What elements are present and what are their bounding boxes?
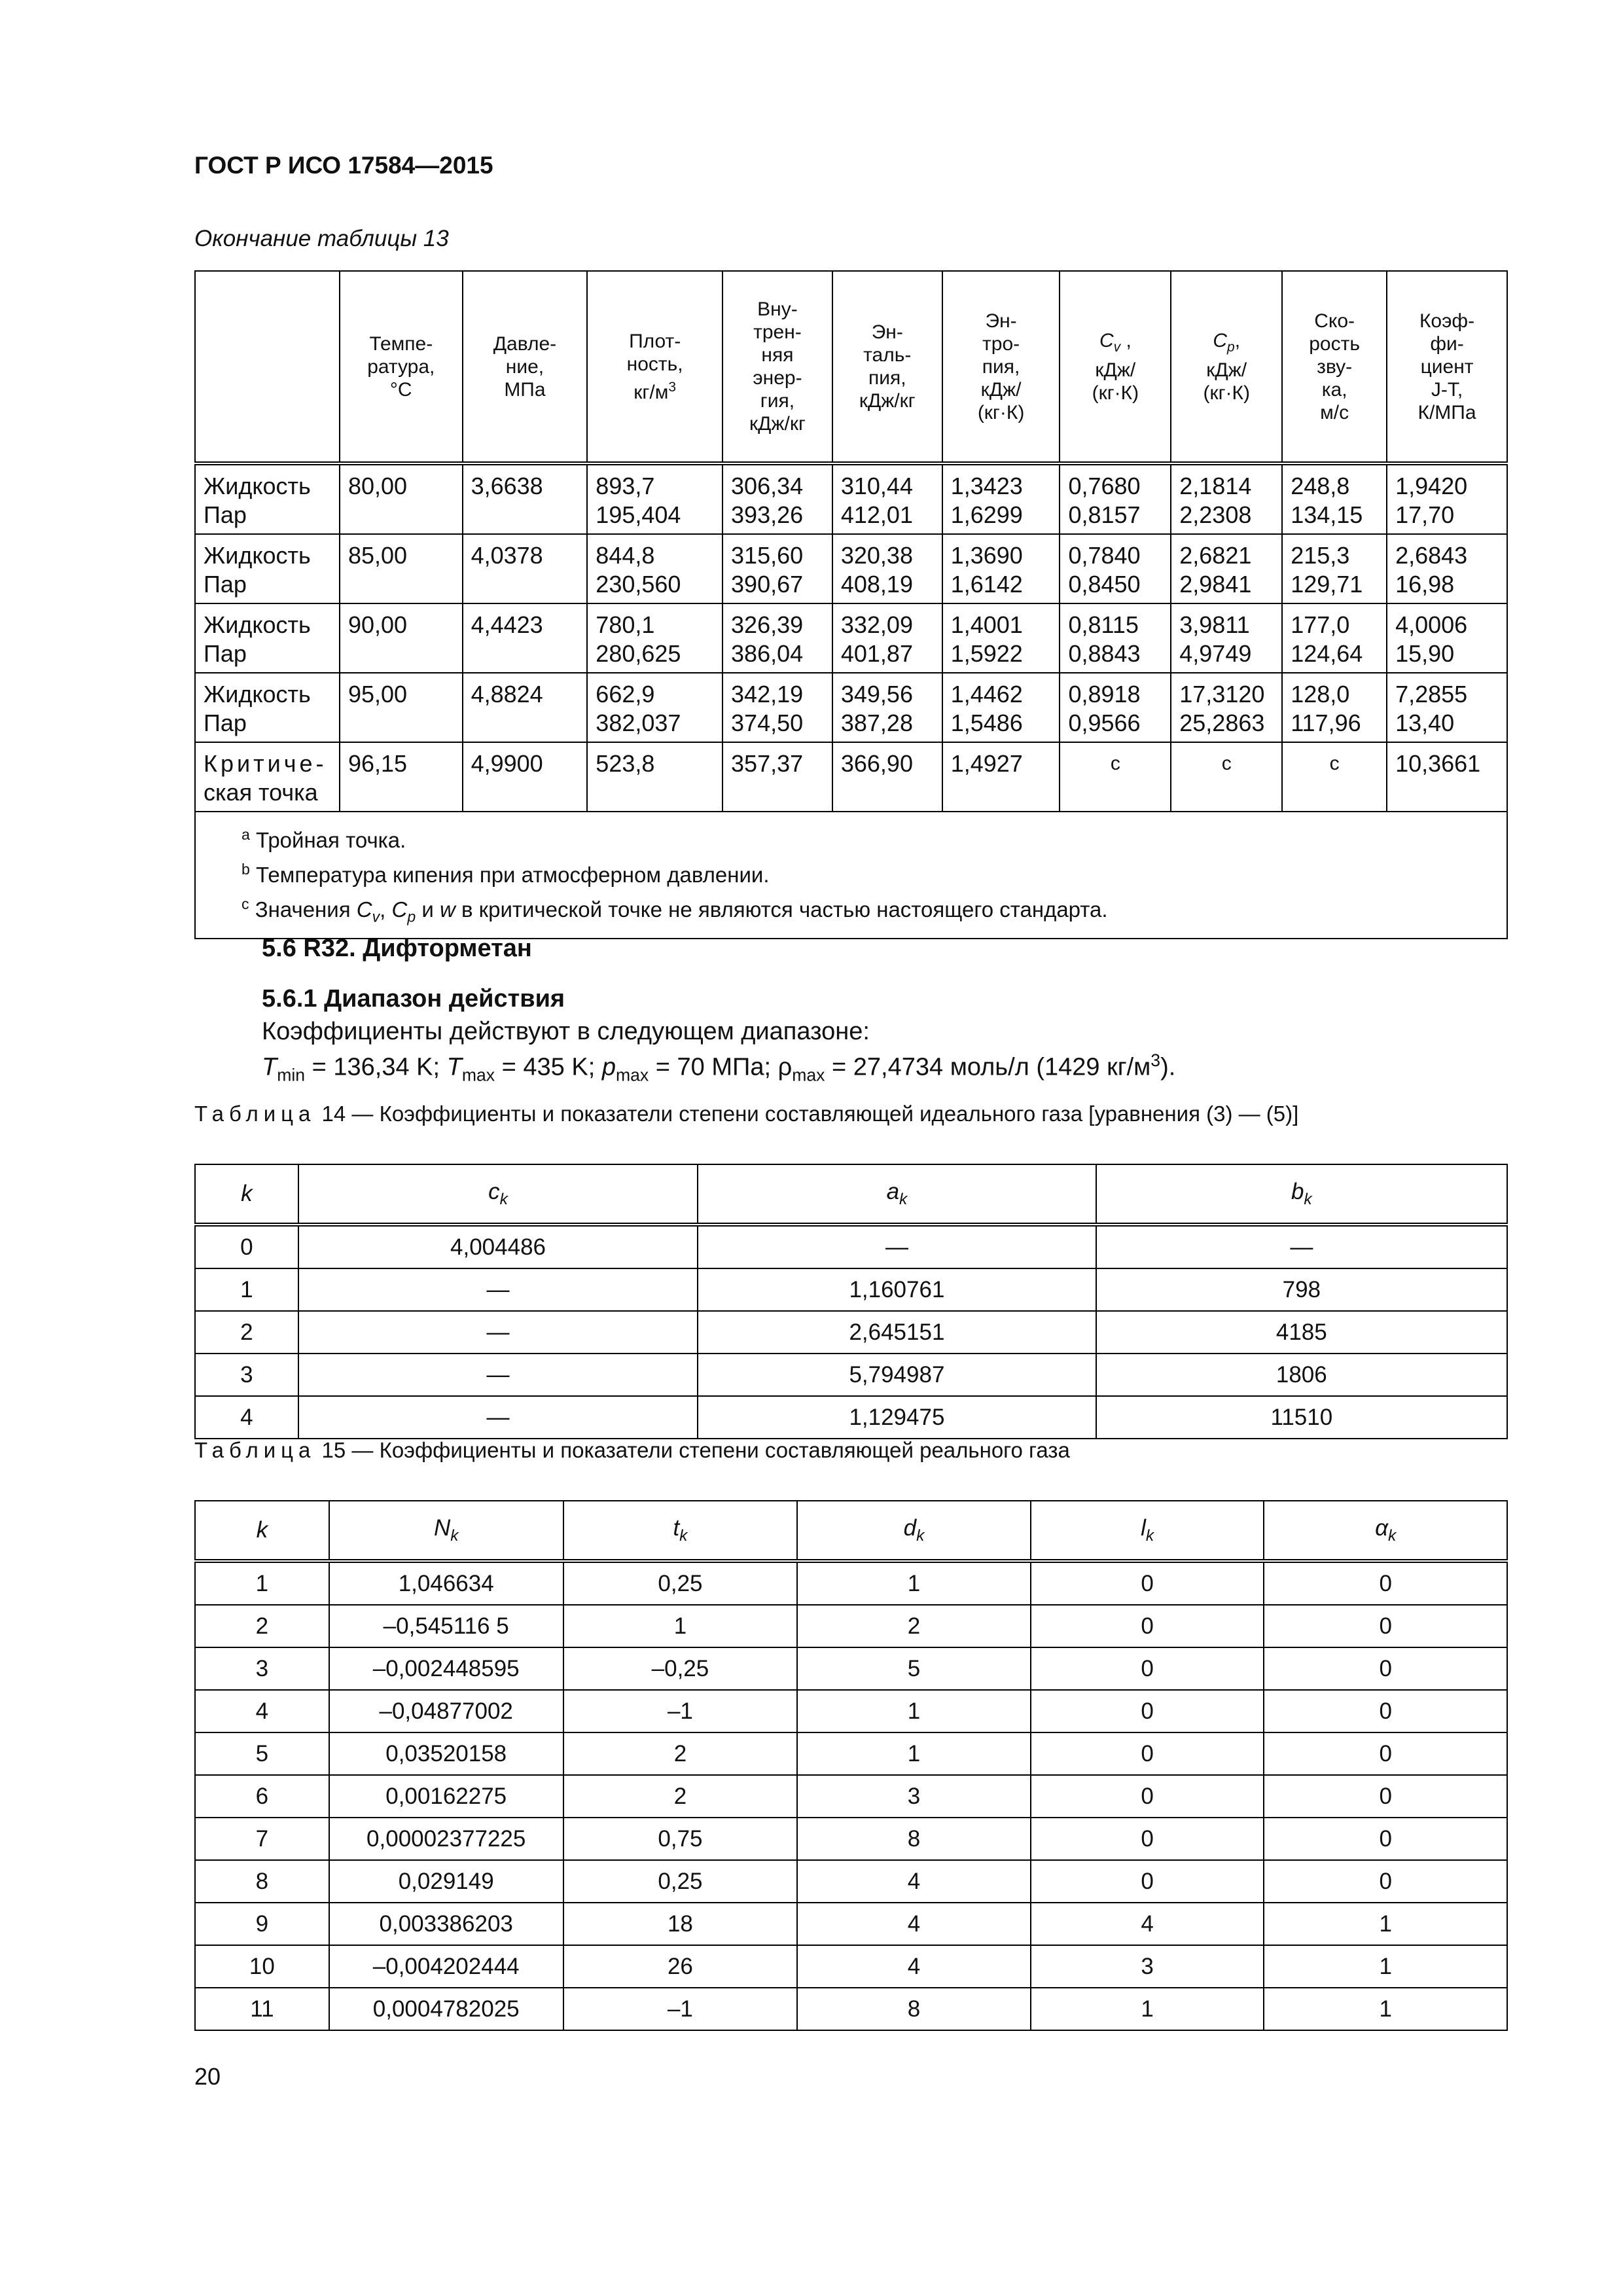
table15-row [195, 1945, 1507, 1988]
table14-header-symbol: a [886, 1179, 900, 1204]
table14-row [195, 1225, 1507, 1268]
table13-cell: c [1060, 742, 1171, 812]
table15-cell: 1 [195, 1561, 329, 1605]
table15-cell: 8 [797, 1988, 1031, 2030]
table15-cell: –0,004202444 [329, 1945, 563, 1988]
table15-cell: 0,0004782025 [329, 1988, 563, 2030]
table13-critical-row [195, 742, 1507, 812]
table15-cell: 4 [1031, 1903, 1264, 1945]
table15-cell: 0 [1264, 1561, 1507, 1605]
table14-cell: — [1096, 1225, 1507, 1268]
table15-cell: 0,00002377225 [329, 1818, 563, 1860]
table13-cell: 320,38 408,19 [832, 534, 942, 603]
table15-cell: 5 [195, 1732, 329, 1775]
table15-header-subscript: k [450, 1527, 459, 1545]
table15-row [195, 1988, 1507, 2030]
table13-header-temperature: Темпе- ратура, °С [340, 271, 463, 463]
table13-header-speed-of-sound: Ско- рость зву- ка, м/с [1282, 271, 1387, 463]
table13-cell: 95,00 [340, 673, 463, 742]
table13-notes-row [195, 812, 1507, 939]
table13-cell: 17,3120 25,2863 [1171, 673, 1282, 742]
table15-cell: 18 [563, 1903, 798, 1945]
table13-header-pressure: Давле- ние, МПа [463, 271, 588, 463]
table15-cell: –1 [563, 1690, 798, 1732]
table13-cell: 215,3 129,71 [1282, 534, 1387, 603]
table15-header-cell [797, 1501, 1031, 1561]
table15-cell: –0,04877002 [329, 1690, 563, 1732]
table14-cell: — [298, 1268, 698, 1311]
table15-cell: 0,03520158 [329, 1732, 563, 1775]
table13-cell: Жидкость Пар [195, 463, 340, 534]
table13-cell: 342,19 374,50 [722, 673, 832, 742]
table14-cell: 5,794987 [698, 1354, 1096, 1396]
table15-cell: 3 [1031, 1945, 1264, 1988]
table13-cell: 0,7680 0,8157 [1060, 463, 1171, 534]
table14-cell: 1,129475 [698, 1396, 1096, 1439]
table15-cell: 4 [797, 1945, 1031, 1988]
table13-cell: 3,6638 [463, 463, 588, 534]
table13-cell: Жидкость Пар [195, 534, 340, 603]
table14-cell: — [298, 1396, 698, 1439]
table15-cell: 4 [797, 1860, 1031, 1903]
table15-row [195, 1818, 1507, 1860]
table13-row [195, 534, 1507, 603]
table15-cell: 0,25 [563, 1860, 798, 1903]
table15-header-symbol: d [903, 1515, 917, 1541]
table14-caption: Таблица 14 — Коэффициенты и показатели степени составляющей идеального газа [уравнения (3) — (5)] [194, 1102, 1299, 1126]
table15-cell: 3 [797, 1775, 1031, 1818]
table15-cell: 5 [797, 1647, 1031, 1690]
table15-cell: 0 [1264, 1860, 1507, 1903]
table15-cell: 0 [1264, 1605, 1507, 1647]
document-header: ГОСТ Р ИСО 17584—2015 [194, 152, 493, 179]
table13-body [195, 463, 1507, 742]
table13-cell: 662,9 382,037 [587, 673, 722, 742]
table15-cell: 7 [195, 1818, 329, 1860]
table14-header-symbol: c [488, 1179, 500, 1204]
table15-header-symbol: α [1375, 1515, 1389, 1541]
table13-cell: 523,8 [587, 742, 722, 812]
table13-cell: 1,4001 1,5922 [942, 603, 1060, 673]
table15-cell: 1 [563, 1605, 798, 1647]
table15-cell: 0,029149 [329, 1860, 563, 1903]
table15-cell: 0 [1264, 1647, 1507, 1690]
table15-header-cell [329, 1501, 563, 1561]
table13-cell: 1,9420 17,70 [1387, 463, 1507, 534]
table15-cell: 3 [195, 1647, 329, 1690]
table15-header-subscript: k [679, 1527, 688, 1545]
table14-cell: 1806 [1096, 1354, 1507, 1396]
table13-cell: 3,9811 4,9749 [1171, 603, 1282, 673]
table13-header-internal-energy: Вну- трен- няя энер- гия, кДж/кг [722, 271, 832, 463]
table15-cell: 2 [563, 1732, 798, 1775]
table13-cell: 2,6821 2,9841 [1171, 534, 1282, 603]
table15-row [195, 1690, 1507, 1732]
table13-cell: 0,8918 0,9566 [1060, 673, 1171, 742]
table14-cell: 3 [195, 1354, 298, 1396]
table13-row [195, 603, 1507, 673]
table13-cell: 349,56 387,28 [832, 673, 942, 742]
table15-header-row [195, 1501, 1507, 1561]
table14-header-cell [195, 1164, 298, 1225]
table15-cell: 2 [797, 1605, 1031, 1647]
table13-caption: Окончание таблицы 13 [194, 226, 449, 251]
table13-header-cv: $C_v$ , кДж/ (кг·К) [1060, 271, 1171, 463]
table13-cell: 7,2855 13,40 [1387, 673, 1507, 742]
table15-cell: 2 [195, 1605, 329, 1647]
table15-cell: 0,75 [563, 1818, 798, 1860]
table15-cell: –1 [563, 1988, 798, 2030]
table13-cell: 0,7840 0,8450 [1060, 534, 1171, 603]
table15-cell: –0,25 [563, 1647, 798, 1690]
table13-cell: 177,0 124,64 [1282, 603, 1387, 673]
table14-header-cell [298, 1164, 698, 1225]
table14-header-cell [698, 1164, 1096, 1225]
table14-cell: 798 [1096, 1268, 1507, 1311]
table15-body [195, 1561, 1507, 2030]
table15-cell: 4 [195, 1690, 329, 1732]
table13-header-cp: $C_p$, кДж/ (кг·К) [1171, 271, 1282, 463]
range-intro: Коэффициенты действуют в следующем диапазоне: [262, 1018, 870, 1045]
table15-cell: 6 [195, 1775, 329, 1818]
table15-row [195, 1860, 1507, 1903]
table15-header-symbol: l [1141, 1515, 1146, 1541]
table13-cell: 1,4927 [942, 742, 1060, 812]
table14-cell: — [698, 1225, 1096, 1268]
table15-cell: 26 [563, 1945, 798, 1988]
table14-header-subscript: k [499, 1191, 508, 1208]
table13-cell: 332,09 401,87 [832, 603, 942, 673]
table14-row [195, 1268, 1507, 1311]
table13-cell: 2,1814 2,2308 [1171, 463, 1282, 534]
table15-row [195, 1561, 1507, 1605]
table15-cell: 10 [195, 1945, 329, 1988]
table14-cell: 4,004486 [298, 1225, 698, 1268]
table15-cell: 8 [797, 1818, 1031, 1860]
table15-cell: 2 [563, 1775, 798, 1818]
table15-header-cell [195, 1501, 329, 1561]
table13-cell: 85,00 [340, 534, 463, 603]
table15-caption: Таблица 15 — Коэффициенты и показатели степени составляющей реального газа [194, 1438, 1070, 1462]
table15-cell: –0,002448595 [329, 1647, 563, 1690]
table15-header-subscript: k [1388, 1527, 1397, 1545]
table15-cell: 0 [1031, 1647, 1264, 1690]
table14-cell: 1 [195, 1268, 298, 1311]
table15-cell: 0 [1031, 1818, 1264, 1860]
table13-cell: 326,39 386,04 [722, 603, 832, 673]
page-number: 20 [194, 2063, 221, 2090]
table14-header-symbol: b [1291, 1179, 1304, 1204]
subsection-title: 5.6.1 Диапазон действия [262, 985, 565, 1013]
table15-row [195, 1775, 1507, 1818]
table15-cell: 0 [1264, 1732, 1507, 1775]
table13-notes [195, 812, 1507, 939]
table14-header-subscript: k [1304, 1191, 1312, 1208]
table13-cell: 0,8115 0,8843 [1060, 603, 1171, 673]
table15-header-subscript: k [1145, 1527, 1154, 1545]
table13-cell: 4,0006 15,90 [1387, 603, 1507, 673]
table14-body [195, 1225, 1507, 1439]
table15-cell: 0 [1264, 1818, 1507, 1860]
table15-header-cell [1264, 1501, 1507, 1561]
table13-cell: 306,34 393,26 [722, 463, 832, 534]
table13-cell: c [1171, 742, 1282, 812]
table13-cell: 4,4423 [463, 603, 588, 673]
table15-row [195, 1647, 1507, 1690]
table13-cell: 1,4462 1,5486 [942, 673, 1060, 742]
table13-cell: 10,3661 [1387, 742, 1507, 812]
table15-cell: 0 [1031, 1690, 1264, 1732]
table15-header-symbol: N [433, 1515, 451, 1541]
table13-header-density: Плот- ность, $кг/м^3$ [587, 271, 722, 463]
note-a: $^a$ Тройная точка. [241, 826, 406, 852]
table14-cell: — [298, 1354, 698, 1396]
table14-header-row [195, 1164, 1507, 1225]
table-15 [194, 1500, 1508, 2031]
note-c: $^c$ Значения $C_v$, $C_p$ и w в критической точке не являются частью настоящего стандарта. [241, 895, 1108, 925]
table15-row [195, 1903, 1507, 1945]
section-title: 5.6 R32. Дифторметан [262, 935, 532, 962]
table15-cell: 0 [1031, 1860, 1264, 1903]
table15-cell: 11 [195, 1988, 329, 2030]
table15-header-subscript: k [916, 1527, 925, 1545]
table15-cell: 4 [797, 1903, 1031, 1945]
table13-cell: Критиче- ская точка [195, 742, 340, 812]
table13-cell: 1,3423 1,6299 [942, 463, 1060, 534]
table15-cell: 0,003386203 [329, 1903, 563, 1945]
table13-cell: 128,0 117,96 [1282, 673, 1387, 742]
table13-row [195, 673, 1507, 742]
table15-cell: 1 [797, 1561, 1031, 1605]
table-13 [194, 270, 1508, 939]
table15-cell: 1 [797, 1690, 1031, 1732]
table15-cell: 0,25 [563, 1561, 798, 1605]
table13-cell: c [1282, 742, 1387, 812]
table14-cell: 1,160761 [698, 1268, 1096, 1311]
table14-row [195, 1396, 1507, 1439]
table13-header-jt-coefficient: Коэф- фи- циент J-T, К/МПа [1387, 271, 1507, 463]
note-b: $^b$ Температура кипения при атмосферном давлении. [241, 861, 770, 887]
table14-cell: 4 [195, 1396, 298, 1439]
table14-cell: — [298, 1311, 698, 1354]
table15-cell: 0 [1264, 1690, 1507, 1732]
table13-cell: 844,8 230,560 [587, 534, 722, 603]
table13-cell: 780,1 280,625 [587, 603, 722, 673]
table14-header-symbol: k [241, 1181, 253, 1206]
table15-cell: 8 [195, 1860, 329, 1903]
table13-cell: 315,60 390,67 [722, 534, 832, 603]
table13-cell: 310,44 412,01 [832, 463, 942, 534]
table15-cell: –0,545116 5 [329, 1605, 563, 1647]
table15-cell: 1,046634 [329, 1561, 563, 1605]
table14-cell: 2,645151 [698, 1311, 1096, 1354]
table13-cell: Жидкость Пар [195, 603, 340, 673]
table13-cell: 366,90 [832, 742, 942, 812]
table15-cell: 1 [1264, 1945, 1507, 1988]
table15-header-symbol: t [673, 1515, 680, 1541]
table14-row [195, 1354, 1507, 1396]
table15-cell: 0 [1031, 1605, 1264, 1647]
table15-header-cell [563, 1501, 798, 1561]
table13-cell: 4,9900 [463, 742, 588, 812]
table13-cell: 96,15 [340, 742, 463, 812]
table14-row [195, 1311, 1507, 1354]
range-values: $T_{min} = 136,34$ K; $T_{max} = 435$ K; $p_{max} = 70$ МПа; $\rho_{max} = 27,4734$ моль/л (1429 $кг/м^3$). [262, 1050, 1176, 1085]
table15-cell: 1 [1264, 1903, 1507, 1945]
table15-cell: 0,00162275 [329, 1775, 563, 1818]
table15-row [195, 1605, 1507, 1647]
table13-cell: 1,3690 1,6142 [942, 534, 1060, 603]
table13-cell: 248,8 134,15 [1282, 463, 1387, 534]
table14-header-cell [1096, 1164, 1507, 1225]
table13-cell: 90,00 [340, 603, 463, 673]
table13-header-phase [195, 271, 340, 463]
table13-header-row [195, 271, 1507, 463]
table13-cell: Жидкость Пар [195, 673, 340, 742]
table15-cell: 0 [1031, 1561, 1264, 1605]
table15-cell: 0 [1031, 1775, 1264, 1818]
table15-header-symbol: k [256, 1517, 268, 1543]
table13-cell: 80,00 [340, 463, 463, 534]
table13-cell: 893,7 195,404 [587, 463, 722, 534]
table15-cell: 1 [1031, 1988, 1264, 2030]
table15-cell: 1 [797, 1732, 1031, 1775]
table13-header-entropy: Эн- тро- пия, кДж/ (кг·К) [942, 271, 1060, 463]
table14-cell: 0 [195, 1225, 298, 1268]
table13-cell: 357,37 [722, 742, 832, 812]
table15-row [195, 1732, 1507, 1775]
table14-cell: 11510 [1096, 1396, 1507, 1439]
table15-cell: 0 [1264, 1775, 1507, 1818]
table13-header-enthalpy: Эн- таль- пия, кДж/кг [832, 271, 942, 463]
table15-header-cell [1031, 1501, 1264, 1561]
table14-header-subscript: k [899, 1191, 908, 1208]
table13-cell: 2,6843 16,98 [1387, 534, 1507, 603]
table15-cell: 9 [195, 1903, 329, 1945]
table13-cell: 4,0378 [463, 534, 588, 603]
table14-cell: 2 [195, 1311, 298, 1354]
table13-row [195, 463, 1507, 534]
table-14 [194, 1164, 1508, 1439]
table13-cell: 4,8824 [463, 673, 588, 742]
table15-cell: 0 [1031, 1732, 1264, 1775]
table15-cell: 1 [1264, 1988, 1507, 2030]
table14-cell: 4185 [1096, 1311, 1507, 1354]
